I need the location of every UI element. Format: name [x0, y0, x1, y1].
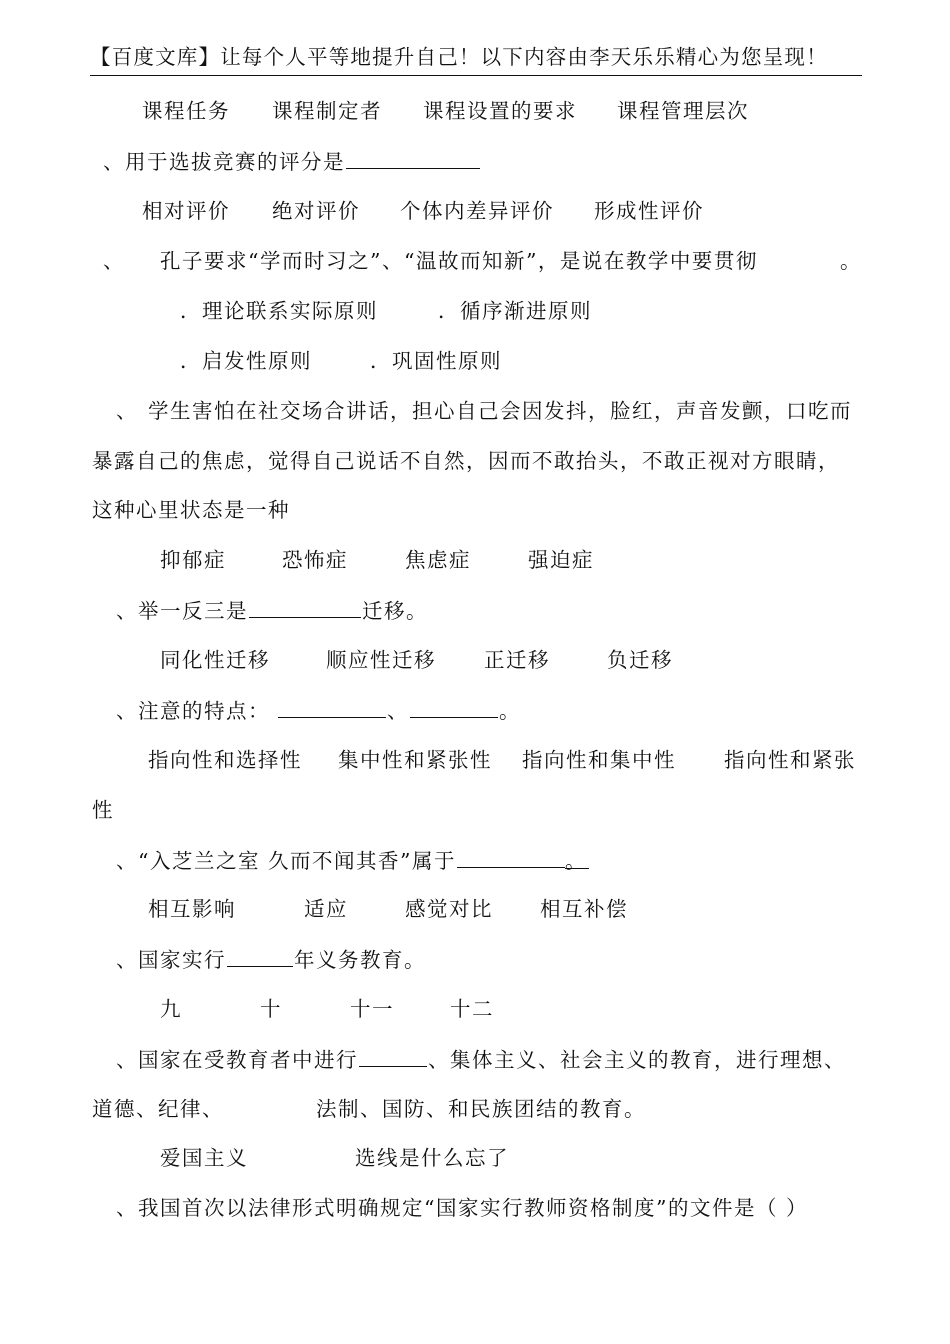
- option-b: 课程制定者: [272, 99, 382, 123]
- question-text: [116, 946, 426, 973]
- question-suffix: 年义务教育。: [294, 948, 426, 972]
- blank-separator: 、: [387, 699, 409, 723]
- option-a: 相互影响: [148, 897, 236, 921]
- question-prefix: 、“入芝兰之室 久而不闻其香”属于: [116, 849, 456, 873]
- question-text: 、我国首次以法律形式明确规定“国家实行教师资格制度”的文件是（ ）: [116, 1196, 808, 1220]
- answer-blank: [227, 946, 293, 967]
- question-prefix: 、: [103, 249, 125, 273]
- option-b: 十: [260, 997, 282, 1021]
- option-d: 负迁移: [607, 648, 673, 672]
- question-mid: 、集体主义、社会主义的教育，进行理想、: [428, 1048, 846, 1072]
- question-text: [116, 1046, 846, 1073]
- question-text-line: 法制、国防、和民族团结的教育。: [316, 1097, 646, 1121]
- answer-blank: [457, 847, 565, 868]
- question-suffix: 迁移。: [362, 599, 428, 623]
- option-a: 课程任务: [142, 99, 230, 123]
- question-text-line: 这种心里状态是一种: [92, 498, 290, 522]
- option-a: 指向性和选择性: [148, 748, 302, 772]
- option-d: 指向性和紧张: [724, 748, 856, 772]
- question-prefix: 、国家实行: [116, 948, 226, 972]
- option-d: 强迫症: [528, 548, 594, 572]
- question-end: 。: [499, 699, 521, 723]
- option-b: ．循序渐进原则: [438, 299, 592, 323]
- option-c: 焦虑症: [405, 548, 471, 572]
- option-d: 十二: [450, 997, 494, 1021]
- option-a: 同化性迁移: [160, 648, 270, 672]
- option-c: 十一: [350, 997, 394, 1021]
- option-d: ．巩固性原则: [370, 349, 502, 373]
- option-c: ．启发性原则: [180, 349, 312, 373]
- answer-blank: [249, 597, 361, 618]
- answer-blank-1: [278, 697, 386, 718]
- option-c: 正迁移: [484, 648, 550, 672]
- question-text: 孔子要求“学而时习之”、“温故而知新”，是说在教学中要贯彻: [160, 249, 758, 273]
- question-text-line: 暴露自己的焦虑，觉得自己说话不自然，因而不敢抬头，不敢正视对方眼睛，: [92, 449, 840, 473]
- option-b: 集中性和紧张性: [338, 748, 492, 772]
- option-d: 课程管理层次: [617, 99, 749, 123]
- header-banner: 【百度文库】让每个人平等地提升自己！以下内容由李天乐乐精心为您呈现！: [90, 45, 828, 69]
- option-d: 形成性评价: [594, 199, 704, 223]
- question-prefix: 、国家在受教育者中进行: [116, 1048, 358, 1072]
- option-d: 相互补偿: [540, 897, 628, 921]
- option-b: 适应: [304, 897, 348, 921]
- answer-blank: [346, 148, 480, 169]
- question-prefix: 、举一反三是: [116, 599, 248, 623]
- question-text: [103, 148, 481, 175]
- question-prefix: 、用于选拔竞赛的评分是: [103, 150, 345, 174]
- question-text-line: 道德、纪律、: [92, 1097, 224, 1121]
- question-text-line: 学生害怕在社交场合讲话，担心自己会因发抖，脸红，声音发颤，口吃而: [148, 399, 852, 423]
- header-divider: [90, 75, 862, 76]
- question-text: [116, 847, 590, 874]
- option-a: 抑郁症: [160, 548, 226, 572]
- option-b: 顺应性迁移: [326, 648, 436, 672]
- option-note: 选线是什么忘了: [355, 1146, 509, 1170]
- question-prefix: 、: [116, 399, 138, 423]
- question-end: 。: [840, 249, 862, 273]
- option-a: 爱国主义: [160, 1146, 248, 1170]
- option-a: 相对评价: [142, 199, 230, 223]
- answer-blank-2: [410, 697, 498, 718]
- question-text: [116, 697, 521, 724]
- question-end-underlined: 。: [564, 849, 587, 873]
- answer-blank: [359, 1046, 427, 1067]
- question-text: [116, 597, 428, 624]
- option-b: 绝对评价: [272, 199, 360, 223]
- question-prefix: 、注意的特点：: [116, 699, 270, 723]
- option-d-wrap: 性: [92, 798, 114, 822]
- option-b: 恐怖症: [282, 548, 348, 572]
- option-c: 感觉对比: [405, 897, 493, 921]
- option-a: 九: [160, 997, 182, 1021]
- option-c: 个体内差异评价: [400, 199, 554, 223]
- option-c: 指向性和集中性: [522, 748, 676, 772]
- option-a: ．理论联系实际原则: [180, 299, 378, 323]
- option-c: 课程设置的要求: [423, 99, 577, 123]
